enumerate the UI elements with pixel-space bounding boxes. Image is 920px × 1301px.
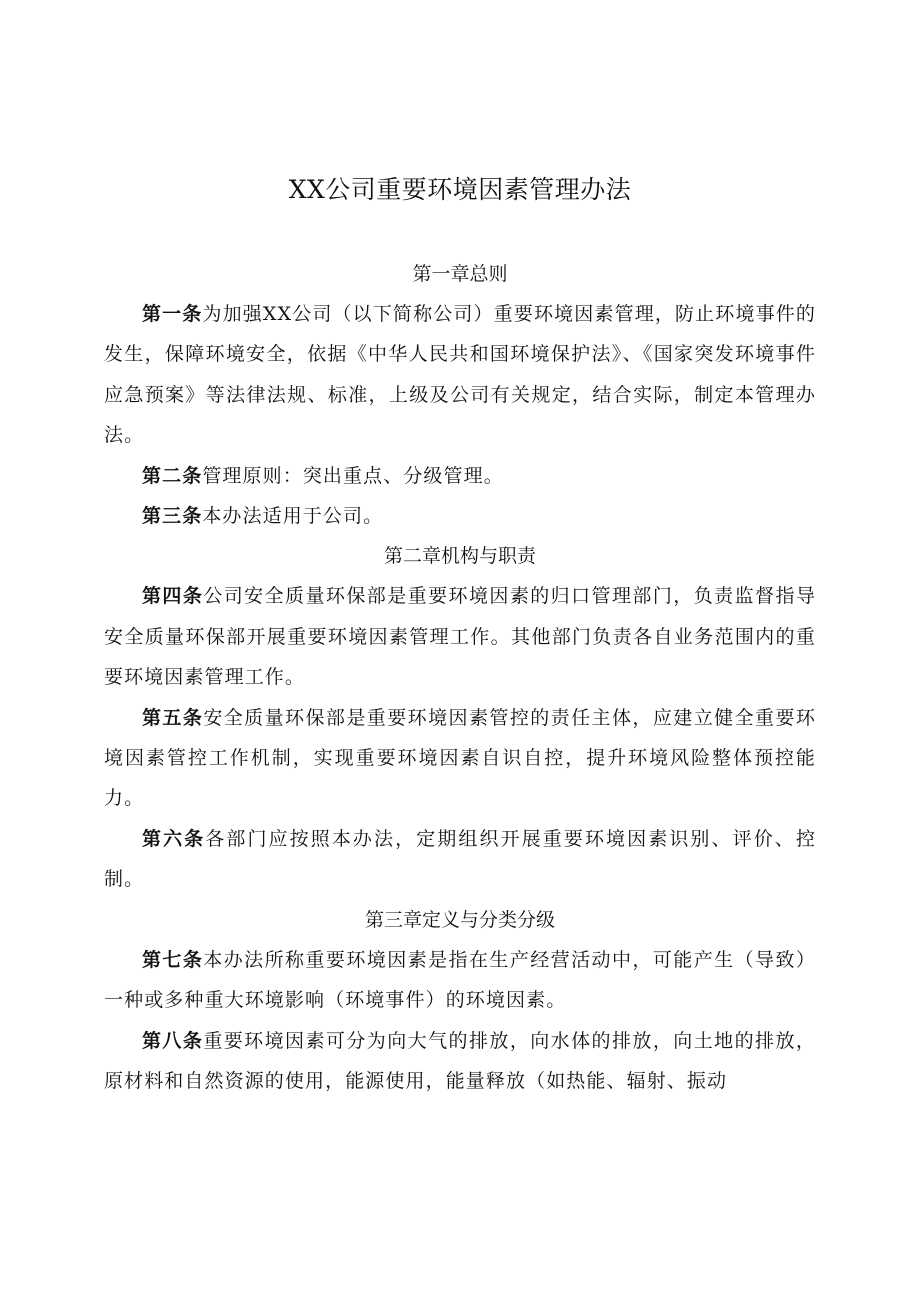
article-text: 本办法所称重要环境因素是指在生产经营活动中，可能产生（导致）一种或多种重大环境影响（环境事件）的环境因素。 (104, 948, 816, 1012)
article-text: 管理原则：突出重点、分级管理。 (202, 464, 504, 487)
article-number: 第七条 (142, 948, 204, 971)
chapter-heading: 第三章定义与分类分级 (364, 908, 555, 931)
document-body (104, 254, 816, 1101)
article-number: 第五条 (142, 706, 204, 729)
article-paragraph (104, 294, 816, 456)
article-number: 第三条 (142, 505, 203, 528)
chapter-heading: 第二章机构与职责 (383, 545, 536, 568)
article-number: 第一条 (142, 303, 203, 325)
article-paragraph (104, 496, 816, 536)
article-text: 安全质量环保部是重要环境因素管控的责任主体，应建立健全重要环境因素管控工作机制，实现重要环境因素自识自控，提升环境风险整体预控能力。 (104, 706, 816, 810)
article-number: 第八条 (142, 1029, 204, 1052)
article-paragraph (104, 819, 816, 900)
article-text: 各部门应按照本办法，定期组织开展重要环境因素识别、评价、控制。 (104, 827, 816, 891)
article-paragraph (104, 698, 816, 819)
article-text: 为加强XX公司（以下简称公司）重要环境因素管理，防止环境事件的发生，保障环境安全，依据《中华人民共和国环境保护法》、《国家突发环境事件应急预案》等法律法规、标准，上级及公司有关规定，结合实际，制定本管理办法。 (104, 303, 816, 447)
article-paragraph (104, 940, 816, 1021)
document-title: XX公司重要环境因素管理办法 (288, 175, 632, 204)
article-number: 第六条 (142, 827, 206, 850)
article-number: 第二条 (142, 464, 203, 487)
chapter-heading: 第一章总则 (412, 263, 508, 285)
article-paragraph (104, 576, 816, 697)
article-number: 第四条 (142, 585, 204, 608)
article-paragraph (104, 456, 816, 496)
article-text: 公司安全质量环保部是重要环境因素的归口管理部门，负责监督指导安全质量环保部开展重要环境因素管理工作。其他部门负责各自业务范围内的重要环境因素管理工作。 (104, 585, 816, 689)
article-paragraph (104, 1021, 816, 1102)
article-text: 重要环境因素可分为向大气的排放，向水体的排放，向土地的排放，原材料和自然资源的使用，能源使用，能量释放（如热能、辐射、振动 (104, 1029, 816, 1092)
article-text: 本办法适用于公司。 (202, 505, 384, 528)
